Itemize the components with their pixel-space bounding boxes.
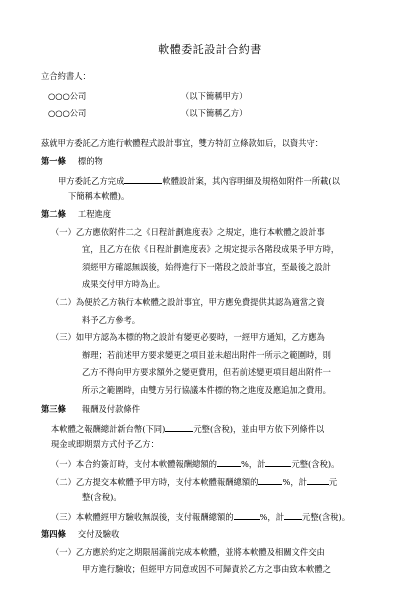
- article-2-title: 工程進度: [77, 209, 112, 219]
- article-2-item-3-line-2: 辦理；若前述甲方要求變更之項目並未超出附件一所示之範圍時，則: [82, 350, 331, 360]
- payment-3-text-c: 元整(含稅)。: [302, 512, 350, 522]
- article-2-item-2-line-2: 料予乙方參考。: [82, 315, 141, 325]
- payment-3-percent-blank: [234, 511, 260, 520]
- article-3-heading: [41, 405, 140, 413]
- article-1-heading: [41, 157, 103, 165]
- preamble: 茲就甲方委託乙方進行軟體程式設計事宜，雙方特訂立條款如后，以資共守：: [41, 138, 324, 148]
- article-2-item-1-line-1: （一）乙方應依附件二之《日程計劃進度表》之規定，進行本軟體之設計事: [51, 227, 325, 237]
- article-1-line-2: 下簡稱本軟體)。: [68, 191, 130, 201]
- payment-1-text-b: %，計: [240, 459, 266, 469]
- article-1-text-a: 甲方委託乙方完成: [58, 176, 125, 186]
- article-4-item-1-line-2: 甲方進行驗收；但經甲方同意或因不可歸責於乙方之事由致本軟體之: [82, 564, 331, 574]
- article-2-item-1-line-2: 宜，且乙方在依《日程計劃進度表》之規定提示各階段成果予甲方時，: [82, 244, 340, 254]
- article-1-title: 標的物: [77, 156, 103, 166]
- payment-1-text-c: 元整(含稅)。: [291, 459, 340, 469]
- payment-1-percent-blank: [217, 458, 241, 467]
- party-a-name: ○○○公司: [48, 91, 87, 101]
- payment-3-text-b: %，計: [259, 512, 285, 522]
- payment-2-percent-blank: [258, 476, 282, 485]
- document-title: 軟體委託設計合約書: [158, 43, 262, 56]
- article-1-text-b: 軟體設計案，其內容明細及規格如附件一所載(以: [162, 176, 340, 186]
- article-2-number: 第二條: [41, 209, 66, 219]
- article-3-payment-3: [51, 511, 350, 521]
- article-3-total-blank: [165, 423, 193, 432]
- article-2-item-3-line-3: 乙方不得向甲方要求額外之變更費用，但若前述變更項目超出附件一: [82, 367, 331, 377]
- payment-3-text-a: （三）本軟體經甲方驗收無誤後，支付報酬總額的: [51, 512, 234, 522]
- article-3-intro-b: 元整(含稅)，並由甲方依下列條件以: [193, 424, 325, 434]
- party-b-name: ○○○公司: [48, 108, 87, 118]
- payment-2-amount-blank: [307, 476, 329, 485]
- article-4-number: 第四條: [41, 529, 66, 539]
- payment-2-text-a: （二）乙方提交本軟體予甲方時，支付本軟體報酬總額的: [51, 477, 259, 487]
- parties-header: 立合約書人：: [41, 71, 91, 81]
- article-2-heading: [41, 210, 111, 218]
- article-4-title: 交付及驗收: [77, 529, 120, 539]
- payment-1-text-a: （一）本合約簽訂時，支付本軟體報酬總額的: [51, 459, 217, 469]
- article-3-intro-line-2: 現金或即期票方式付予乙方：: [51, 439, 159, 449]
- payment-1-amount-blank: [265, 458, 291, 467]
- article-2-item-3-line-1: （三）如甲方認為本標的物之設計有變更必要時，一經甲方通知，乙方應為: [51, 332, 325, 342]
- article-2-item-2-line-1: （二）為便於乙方執行本軟體之設計事宜，甲方應免費提供其認為適當之資: [51, 297, 325, 307]
- article-4-item-1-line-1: （一）乙方應於約定之期限屆滿前完成本軟體，並將本軟體及相關文件交由: [51, 547, 325, 557]
- article-3-number: 第三條: [41, 404, 66, 414]
- article-1-blank: [124, 175, 162, 184]
- article-3-title: 報酬及付款條件: [81, 404, 140, 414]
- article-4-heading: [41, 530, 119, 538]
- article-2-item-1-line-3: 須經甲方確認無誤後，始得進行下一階段之設計事宜，至最後之設計: [82, 262, 331, 272]
- article-2-item-1-line-4: 成果交付甲方時為止。: [82, 279, 165, 289]
- article-1-number: 第一條: [41, 156, 66, 166]
- party-a-note: （以下簡稱甲方）: [181, 91, 248, 101]
- article-3-intro-a: 本軟體之報酬總計新台幣(下同): [51, 424, 166, 434]
- article-3-payment-2-line-2: 整(含稅)。: [82, 492, 122, 502]
- payment-2-text-c: 元: [328, 477, 338, 487]
- payment-2-text-b: %，計: [282, 477, 307, 487]
- article-3-payment-1: [51, 458, 339, 468]
- article-3-intro-line-1: [51, 423, 324, 433]
- party-b-note: （以下簡稱乙方）: [181, 108, 248, 118]
- payment-3-amount-blank: [284, 511, 302, 520]
- article-3-payment-2: [51, 476, 337, 486]
- article-1-line-1: [58, 175, 340, 185]
- article-2-item-3-line-4: 所示之範圍時，由雙方另行協議本件標的物之進度及應追加之費用。: [82, 385, 331, 395]
